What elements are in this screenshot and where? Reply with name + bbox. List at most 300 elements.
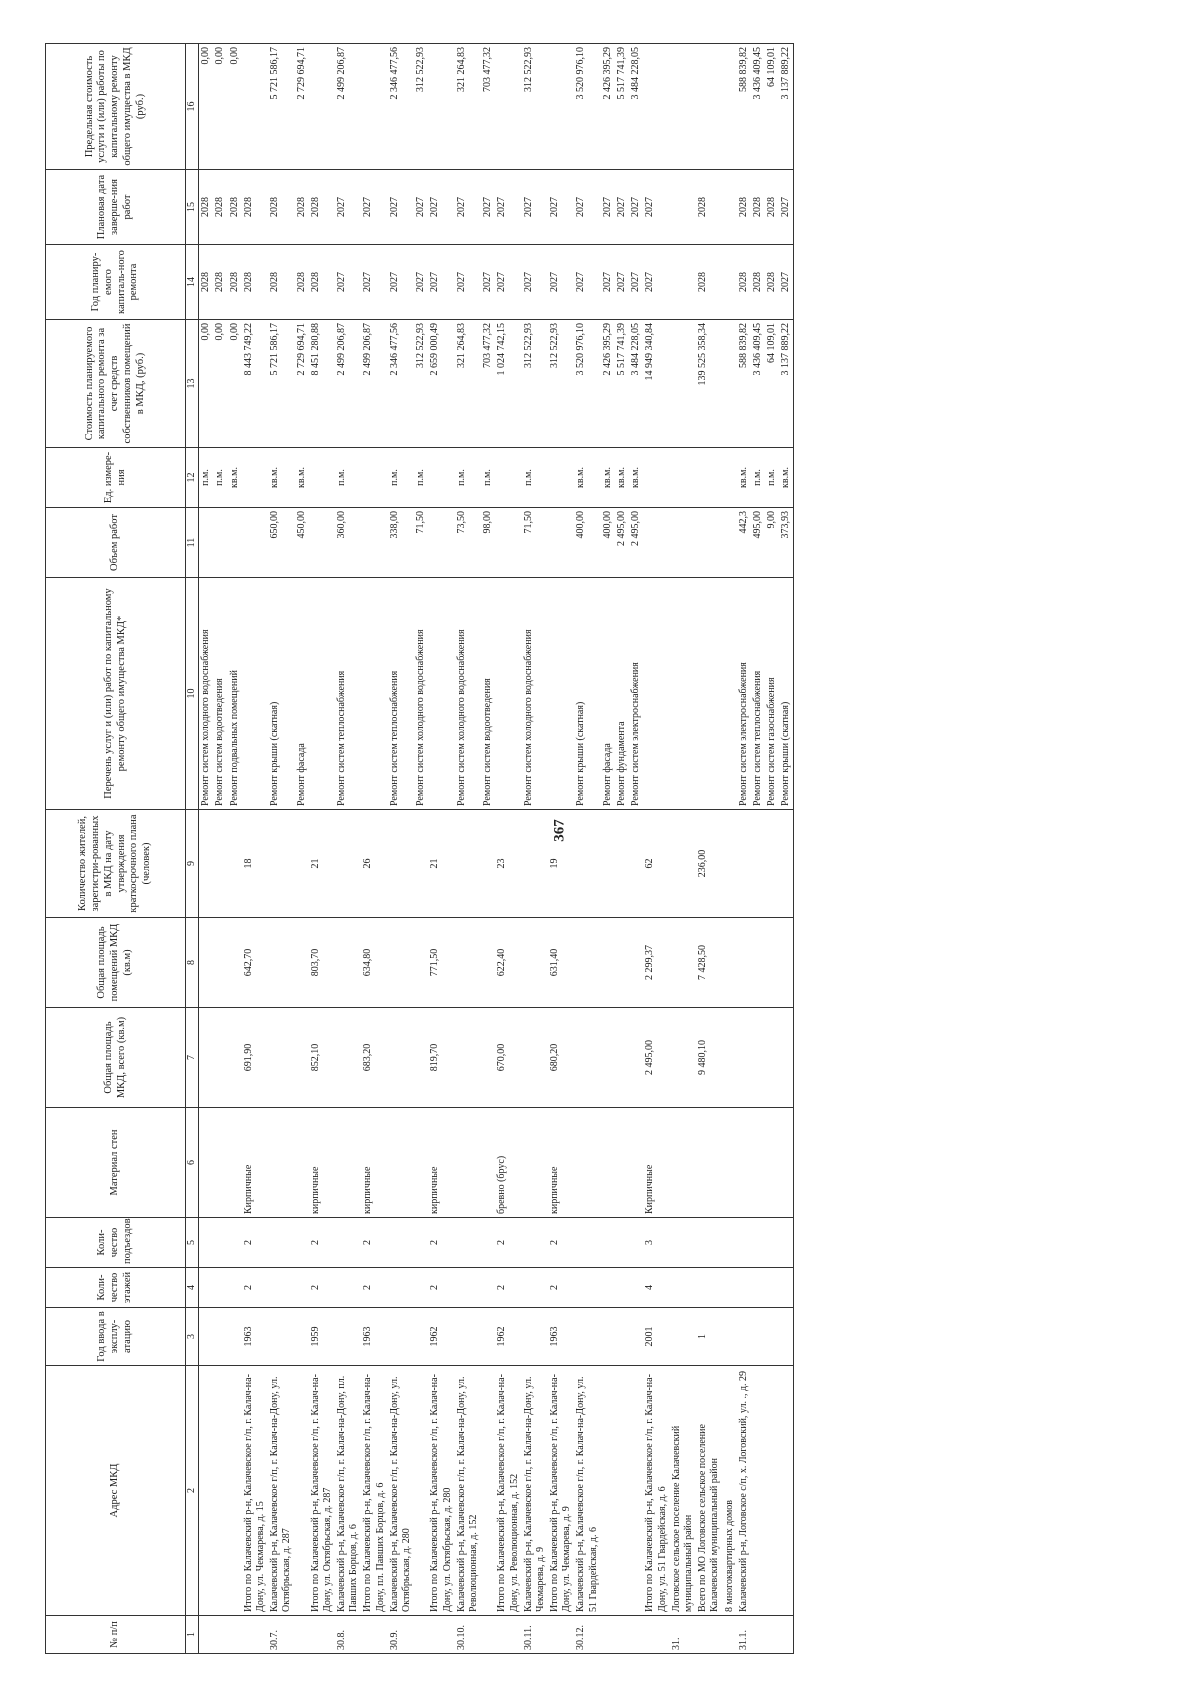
table-row: [414, 43, 428, 1653]
unit-cell: [696, 447, 722, 507]
total-area-cell: [414, 1007, 428, 1107]
work-type-cell: Ремонт систем газоснабжения: [765, 577, 779, 809]
row-number-cell: [213, 1615, 227, 1653]
year-built-cell: [335, 1307, 361, 1365]
address-cell: [629, 1365, 643, 1615]
wall-material-cell: [751, 1107, 765, 1217]
work-volume-cell: [242, 507, 268, 577]
premises-area-cell: 642,70: [242, 917, 268, 1007]
column-header: Адрес МКД: [46, 1365, 186, 1615]
row-number-cell: [696, 1615, 722, 1653]
planned-cost-cell: 321 264,83: [455, 319, 481, 447]
repair-year-cell: 2027: [629, 244, 643, 319]
planned-cost-cell: 64 109,01: [765, 319, 779, 447]
premises-area-cell: [455, 917, 481, 1007]
year-built-cell: [213, 1307, 227, 1365]
work-volume-cell: 9,00: [765, 507, 779, 577]
row-number-cell: [414, 1615, 428, 1653]
floors-cell: 2: [242, 1267, 268, 1307]
planned-cost-cell: [670, 319, 696, 447]
floors-cell: [414, 1267, 428, 1307]
end-date-cell: 2027: [601, 169, 615, 244]
limit-cost-cell: [495, 43, 521, 169]
column-header: Материал стен: [46, 1107, 186, 1217]
limit-cost-cell: [242, 43, 268, 169]
entrances-cell: 2: [548, 1217, 574, 1267]
unit-cell: п.м.: [414, 447, 428, 507]
end-date-cell: [723, 169, 737, 244]
address-cell: Итого по Калачевский р-н, Калачевское г/п, г. Калач-на-Дону, ул. Чекмарева, д. 15: [242, 1365, 268, 1615]
column-number: 14: [186, 244, 199, 319]
wall-material-cell: [723, 1107, 737, 1217]
table-row: [670, 43, 696, 1653]
repair-year-cell: 2027: [615, 244, 629, 319]
column-header: Общая площадь помещений МКД (кв.м): [46, 917, 186, 1007]
residents-cell: 236,00: [696, 809, 722, 917]
column-number: 3: [186, 1307, 199, 1365]
unit-cell: п.м.: [522, 447, 548, 507]
wall-material-cell: Кирпичные: [643, 1107, 669, 1217]
residents-cell: [213, 809, 227, 917]
total-area-cell: [388, 1007, 414, 1107]
work-type-cell: Ремонт систем водоотведения: [481, 577, 495, 809]
end-date-cell: 2028: [242, 169, 268, 244]
work-volume-cell: 98,00: [481, 507, 495, 577]
premises-area-cell: [670, 917, 696, 1007]
unit-cell: кв.м.: [268, 447, 294, 507]
total-area-cell: [481, 1007, 495, 1107]
work-volume-cell: 495,00: [751, 507, 765, 577]
year-built-cell: [629, 1307, 643, 1365]
page-number: 367: [551, 819, 568, 842]
planned-cost-cell: 588 839,82: [737, 319, 751, 447]
limit-cost-cell: 321 264,83: [455, 43, 481, 169]
address-cell: Итого по Калачевский р-н, Калачевское г/п, г. Калач-на-Дону, пл. Павших Борцов, д. 6: [361, 1365, 387, 1615]
work-volume-cell: 338,00: [388, 507, 414, 577]
unit-cell: п.м.: [765, 447, 779, 507]
address-cell: Калачевский р-н, Калачевское г/п, г. Калач-на-Дону, ул. Октябрьская, д. 287: [268, 1365, 294, 1615]
entrances-cell: [199, 1217, 214, 1267]
repair-year-cell: 2027: [643, 244, 669, 319]
total-area-cell: 691,90: [242, 1007, 268, 1107]
year-built-cell: 1963: [242, 1307, 268, 1365]
column-number: 15: [186, 169, 199, 244]
work-type-cell: [495, 577, 521, 809]
work-type-cell: Ремонт фасада: [601, 577, 615, 809]
repair-year-cell: 2028: [268, 244, 294, 319]
row-number-cell: [615, 1615, 629, 1653]
work-volume-cell: [309, 507, 335, 577]
premises-area-cell: [615, 917, 629, 1007]
address-cell: [414, 1365, 428, 1615]
floors-cell: [335, 1267, 361, 1307]
limit-cost-cell: 2 426 395,29: [601, 43, 615, 169]
end-date-cell: 2028: [765, 169, 779, 244]
end-date-cell: 2027: [481, 169, 495, 244]
row-number-cell: [548, 1615, 574, 1653]
end-date-cell: 2028: [268, 169, 294, 244]
unit-cell: кв.м.: [629, 447, 643, 507]
table-row: [428, 43, 454, 1653]
row-number-cell: [495, 1615, 521, 1653]
entrances-cell: [414, 1217, 428, 1267]
entrances-cell: [723, 1217, 737, 1267]
work-volume-cell: 71,50: [414, 507, 428, 577]
total-area-cell: 9 480,10: [696, 1007, 722, 1107]
table-row: [199, 43, 214, 1653]
entrances-cell: [601, 1217, 615, 1267]
row-number-cell: 30.11.: [522, 1615, 548, 1653]
year-built-cell: [295, 1307, 309, 1365]
work-type-cell: [428, 577, 454, 809]
work-volume-cell: [495, 507, 521, 577]
limit-cost-cell: [548, 43, 574, 169]
row-number-cell: [309, 1615, 335, 1653]
residents-cell: [629, 809, 643, 917]
row-number-cell: 30.10.: [455, 1615, 481, 1653]
residents-cell: [228, 809, 242, 917]
wall-material-cell: [615, 1107, 629, 1217]
total-area-cell: [268, 1007, 294, 1107]
repair-year-cell: 2028: [213, 244, 227, 319]
work-type-cell: Ремонт систем электроснабжения: [737, 577, 751, 809]
wall-material-cell: [481, 1107, 495, 1217]
entrances-cell: [574, 1217, 600, 1267]
residents-cell: [388, 809, 414, 917]
column-number: 11: [186, 507, 199, 577]
year-built-cell: [455, 1307, 481, 1365]
repair-year-cell: 2028: [751, 244, 765, 319]
entrances-cell: 2: [495, 1217, 521, 1267]
work-type-cell: [696, 577, 722, 809]
work-volume-cell: [696, 507, 722, 577]
unit-cell: п.м.: [335, 447, 361, 507]
column-number: 8: [186, 917, 199, 1007]
row-number-cell: [481, 1615, 495, 1653]
column-number: 13: [186, 319, 199, 447]
residents-cell: [481, 809, 495, 917]
work-type-cell: Ремонт систем холодного водоснабжения: [414, 577, 428, 809]
premises-area-cell: [414, 917, 428, 1007]
total-area-cell: [213, 1007, 227, 1107]
table-row: [228, 43, 242, 1653]
table-body: [199, 43, 794, 1653]
total-area-cell: [601, 1007, 615, 1107]
document-table-container: [45, 44, 1155, 1654]
repair-year-cell: 2027: [414, 244, 428, 319]
year-built-cell: 1963: [548, 1307, 574, 1365]
repair-year-cell: 2027: [388, 244, 414, 319]
work-type-cell: Ремонт крыши (скатная): [574, 577, 600, 809]
column-header: № п/п: [46, 1615, 186, 1653]
end-date-cell: 2027: [361, 169, 387, 244]
total-area-cell: 852,10: [309, 1007, 335, 1107]
work-type-cell: Ремонт крыши (скатная): [779, 577, 794, 809]
entrances-cell: [765, 1217, 779, 1267]
wall-material-cell: кирпичные: [428, 1107, 454, 1217]
row-number-cell: [601, 1615, 615, 1653]
entrances-cell: [670, 1217, 696, 1267]
repair-year-cell: 2027: [574, 244, 600, 319]
residents-cell: 19: [548, 809, 574, 917]
address-cell: [199, 1365, 214, 1615]
table-row: [213, 43, 227, 1653]
year-built-cell: [388, 1307, 414, 1365]
residents-cell: [751, 809, 765, 917]
address-cell: Калачевский р-н, Калачевское г/п, г. Калач-на-Дону, ул. Октябрьская, д. 280: [388, 1365, 414, 1615]
column-number: 5: [186, 1217, 199, 1267]
residents-cell: [522, 809, 548, 917]
row-number-cell: 31.1.: [737, 1615, 751, 1653]
row-number-cell: [779, 1615, 794, 1653]
work-type-cell: [361, 577, 387, 809]
repair-year-cell: 2028: [295, 244, 309, 319]
entrances-cell: [629, 1217, 643, 1267]
column-header: Коли-чество этажей: [46, 1267, 186, 1307]
floors-cell: [388, 1267, 414, 1307]
end-date-cell: 2027: [548, 169, 574, 244]
limit-cost-cell: 5 517 741,39: [615, 43, 629, 169]
floors-cell: 2: [495, 1267, 521, 1307]
year-built-cell: 2001: [643, 1307, 669, 1365]
planned-cost-cell: 3 520 976,10: [574, 319, 600, 447]
residents-cell: [268, 809, 294, 917]
planned-cost-cell: 5 517 741,39: [615, 319, 629, 447]
row-number-cell: [361, 1615, 387, 1653]
floors-cell: [268, 1267, 294, 1307]
table-row: [737, 43, 751, 1653]
premises-area-cell: [601, 917, 615, 1007]
premises-area-cell: 7 428,50: [696, 917, 722, 1007]
repair-year-cell: 2027: [481, 244, 495, 319]
floors-cell: [455, 1267, 481, 1307]
planned-cost-cell: 5 721 586,17: [268, 319, 294, 447]
column-number: 4: [186, 1267, 199, 1307]
address-cell: [765, 1365, 779, 1615]
unit-cell: кв.м.: [601, 447, 615, 507]
wall-material-cell: [696, 1107, 722, 1217]
address-cell: Логовское сельское поселение Калачевский муниципальный район: [670, 1365, 696, 1615]
column-header: Количество жителей, зарегистри-рованных в МКД на дату утверждения краткосрочного плана (человек): [46, 809, 186, 917]
row-number-cell: [643, 1615, 669, 1653]
repair-year-cell: 2028: [765, 244, 779, 319]
end-date-cell: 2028: [696, 169, 722, 244]
unit-cell: [670, 447, 696, 507]
planned-cost-cell: 0,00: [199, 319, 214, 447]
total-area-cell: 680,20: [548, 1007, 574, 1107]
floors-cell: [295, 1267, 309, 1307]
floors-cell: [199, 1267, 214, 1307]
row-number-cell: [765, 1615, 779, 1653]
column-header: Год ввода в эксплу-атацию: [46, 1307, 186, 1365]
limit-cost-cell: 703 477,32: [481, 43, 495, 169]
year-built-cell: [228, 1307, 242, 1365]
limit-cost-cell: [309, 43, 335, 169]
end-date-cell: 2027: [388, 169, 414, 244]
wall-material-cell: кирпичные: [361, 1107, 387, 1217]
year-built-cell: [615, 1307, 629, 1365]
wall-material-cell: [737, 1107, 751, 1217]
floors-cell: [601, 1267, 615, 1307]
work-volume-cell: 650,00: [268, 507, 294, 577]
premises-area-cell: [481, 917, 495, 1007]
work-volume-cell: 73,50: [455, 507, 481, 577]
unit-cell: п.м.: [388, 447, 414, 507]
unit-cell: [242, 447, 268, 507]
limit-cost-cell: 0,00: [228, 43, 242, 169]
premises-area-cell: 2 299,37: [643, 917, 669, 1007]
year-built-cell: 1963: [361, 1307, 387, 1365]
planned-cost-cell: 703 477,32: [481, 319, 495, 447]
repair-year-cell: 2027: [361, 244, 387, 319]
work-type-cell: [670, 577, 696, 809]
column-number: 7: [186, 1007, 199, 1107]
end-date-cell: [670, 169, 696, 244]
wall-material-cell: бревно (брус): [495, 1107, 521, 1217]
planned-cost-cell: 2 499 206,87: [335, 319, 361, 447]
planned-cost-cell: 2 346 477,56: [388, 319, 414, 447]
work-volume-cell: 450,00: [295, 507, 309, 577]
wall-material-cell: [574, 1107, 600, 1217]
floors-cell: 2: [548, 1267, 574, 1307]
address-cell: [295, 1365, 309, 1615]
entrances-cell: [295, 1217, 309, 1267]
unit-cell: [548, 447, 574, 507]
work-volume-cell: 400,00: [601, 507, 615, 577]
repair-year-cell: 2027: [779, 244, 794, 319]
table-row: [361, 43, 387, 1653]
premises-area-cell: 631,40: [548, 917, 574, 1007]
total-area-cell: [751, 1007, 765, 1107]
planned-cost-cell: 2 659 000,49: [428, 319, 454, 447]
work-type-cell: Ремонт систем электроснабжения: [629, 577, 643, 809]
row-number-cell: [295, 1615, 309, 1653]
floors-cell: 4: [643, 1267, 669, 1307]
premises-area-cell: [779, 917, 794, 1007]
column-header: Перечень услуг и (или) работ по капитальному ремонту общего имущества МКД*: [46, 577, 186, 809]
year-built-cell: [414, 1307, 428, 1365]
premises-area-cell: [737, 917, 751, 1007]
table-row: [629, 43, 643, 1653]
unit-cell: кв.м.: [615, 447, 629, 507]
year-built-cell: [481, 1307, 495, 1365]
unit-cell: кв.м.: [779, 447, 794, 507]
table-row: [268, 43, 294, 1653]
work-type-cell: Ремонт подвальных помещений: [228, 577, 242, 809]
wall-material-cell: [670, 1107, 696, 1217]
end-date-cell: 2028: [295, 169, 309, 244]
work-volume-cell: [199, 507, 214, 577]
unit-cell: [643, 447, 669, 507]
work-volume-cell: 442,3: [737, 507, 751, 577]
unit-cell: кв.м.: [228, 447, 242, 507]
table-row: [696, 43, 722, 1653]
total-area-cell: [765, 1007, 779, 1107]
year-built-cell: [751, 1307, 765, 1365]
work-type-cell: Ремонт фасада: [295, 577, 309, 809]
work-volume-cell: 373,93: [779, 507, 794, 577]
year-built-cell: 1: [696, 1307, 722, 1365]
table-row: [335, 43, 361, 1653]
table-row: [481, 43, 495, 1653]
repair-year-cell: 2028: [696, 244, 722, 319]
column-header: Ед. измере-ния: [46, 447, 186, 507]
row-number-cell: [723, 1615, 737, 1653]
work-volume-cell: [643, 507, 669, 577]
entrances-cell: [751, 1217, 765, 1267]
year-built-cell: [601, 1307, 615, 1365]
work-volume-cell: 2 495,00: [629, 507, 643, 577]
premises-area-cell: 622,40: [495, 917, 521, 1007]
unit-cell: кв.м.: [295, 447, 309, 507]
total-area-cell: [335, 1007, 361, 1107]
premises-area-cell: 771,50: [428, 917, 454, 1007]
floors-cell: [574, 1267, 600, 1307]
floors-cell: [765, 1267, 779, 1307]
year-built-cell: [723, 1307, 737, 1365]
end-date-cell: 2028: [737, 169, 751, 244]
planned-cost-cell: [723, 319, 737, 447]
floors-cell: [670, 1267, 696, 1307]
floors-cell: [779, 1267, 794, 1307]
work-type-cell: [723, 577, 737, 809]
wall-material-cell: [601, 1107, 615, 1217]
residents-cell: 23: [495, 809, 521, 917]
table-row: [455, 43, 481, 1653]
planned-cost-cell: 2 426 395,29: [601, 319, 615, 447]
unit-cell: п.м.: [199, 447, 214, 507]
planned-cost-cell: 3 484 228,05: [629, 319, 643, 447]
work-volume-cell: [361, 507, 387, 577]
end-date-cell: 2028: [199, 169, 214, 244]
end-date-cell: 2028: [213, 169, 227, 244]
column-number: 10: [186, 577, 199, 809]
work-volume-cell: [213, 507, 227, 577]
year-built-cell: [765, 1307, 779, 1365]
premises-area-cell: [388, 917, 414, 1007]
limit-cost-cell: 0,00: [199, 43, 214, 169]
premises-area-cell: [574, 917, 600, 1007]
residents-cell: [295, 809, 309, 917]
premises-area-cell: [723, 917, 737, 1007]
limit-cost-cell: 0,00: [213, 43, 227, 169]
table-row: [643, 43, 669, 1653]
end-date-cell: 2027: [615, 169, 629, 244]
year-built-cell: [199, 1307, 214, 1365]
floors-cell: [522, 1267, 548, 1307]
planned-cost-cell: 3 137 889,22: [779, 319, 794, 447]
header-row: [46, 43, 186, 1653]
unit-cell: [361, 447, 387, 507]
column-header: Плановая дата заверше-ния работ: [46, 169, 186, 244]
limit-cost-cell: 64 109,01: [765, 43, 779, 169]
entrances-cell: [696, 1217, 722, 1267]
floors-cell: [615, 1267, 629, 1307]
table-row: [388, 43, 414, 1653]
limit-cost-cell: [361, 43, 387, 169]
premises-area-cell: [751, 917, 765, 1007]
entrances-cell: [522, 1217, 548, 1267]
row-number-cell: 31.: [670, 1615, 696, 1653]
residents-cell: 21: [309, 809, 335, 917]
floors-cell: [629, 1267, 643, 1307]
work-type-cell: [309, 577, 335, 809]
row-number-cell: [242, 1615, 268, 1653]
year-built-cell: [574, 1307, 600, 1365]
planned-cost-cell: 8 451 280,88: [309, 319, 335, 447]
wall-material-cell: [765, 1107, 779, 1217]
residents-cell: [765, 809, 779, 917]
